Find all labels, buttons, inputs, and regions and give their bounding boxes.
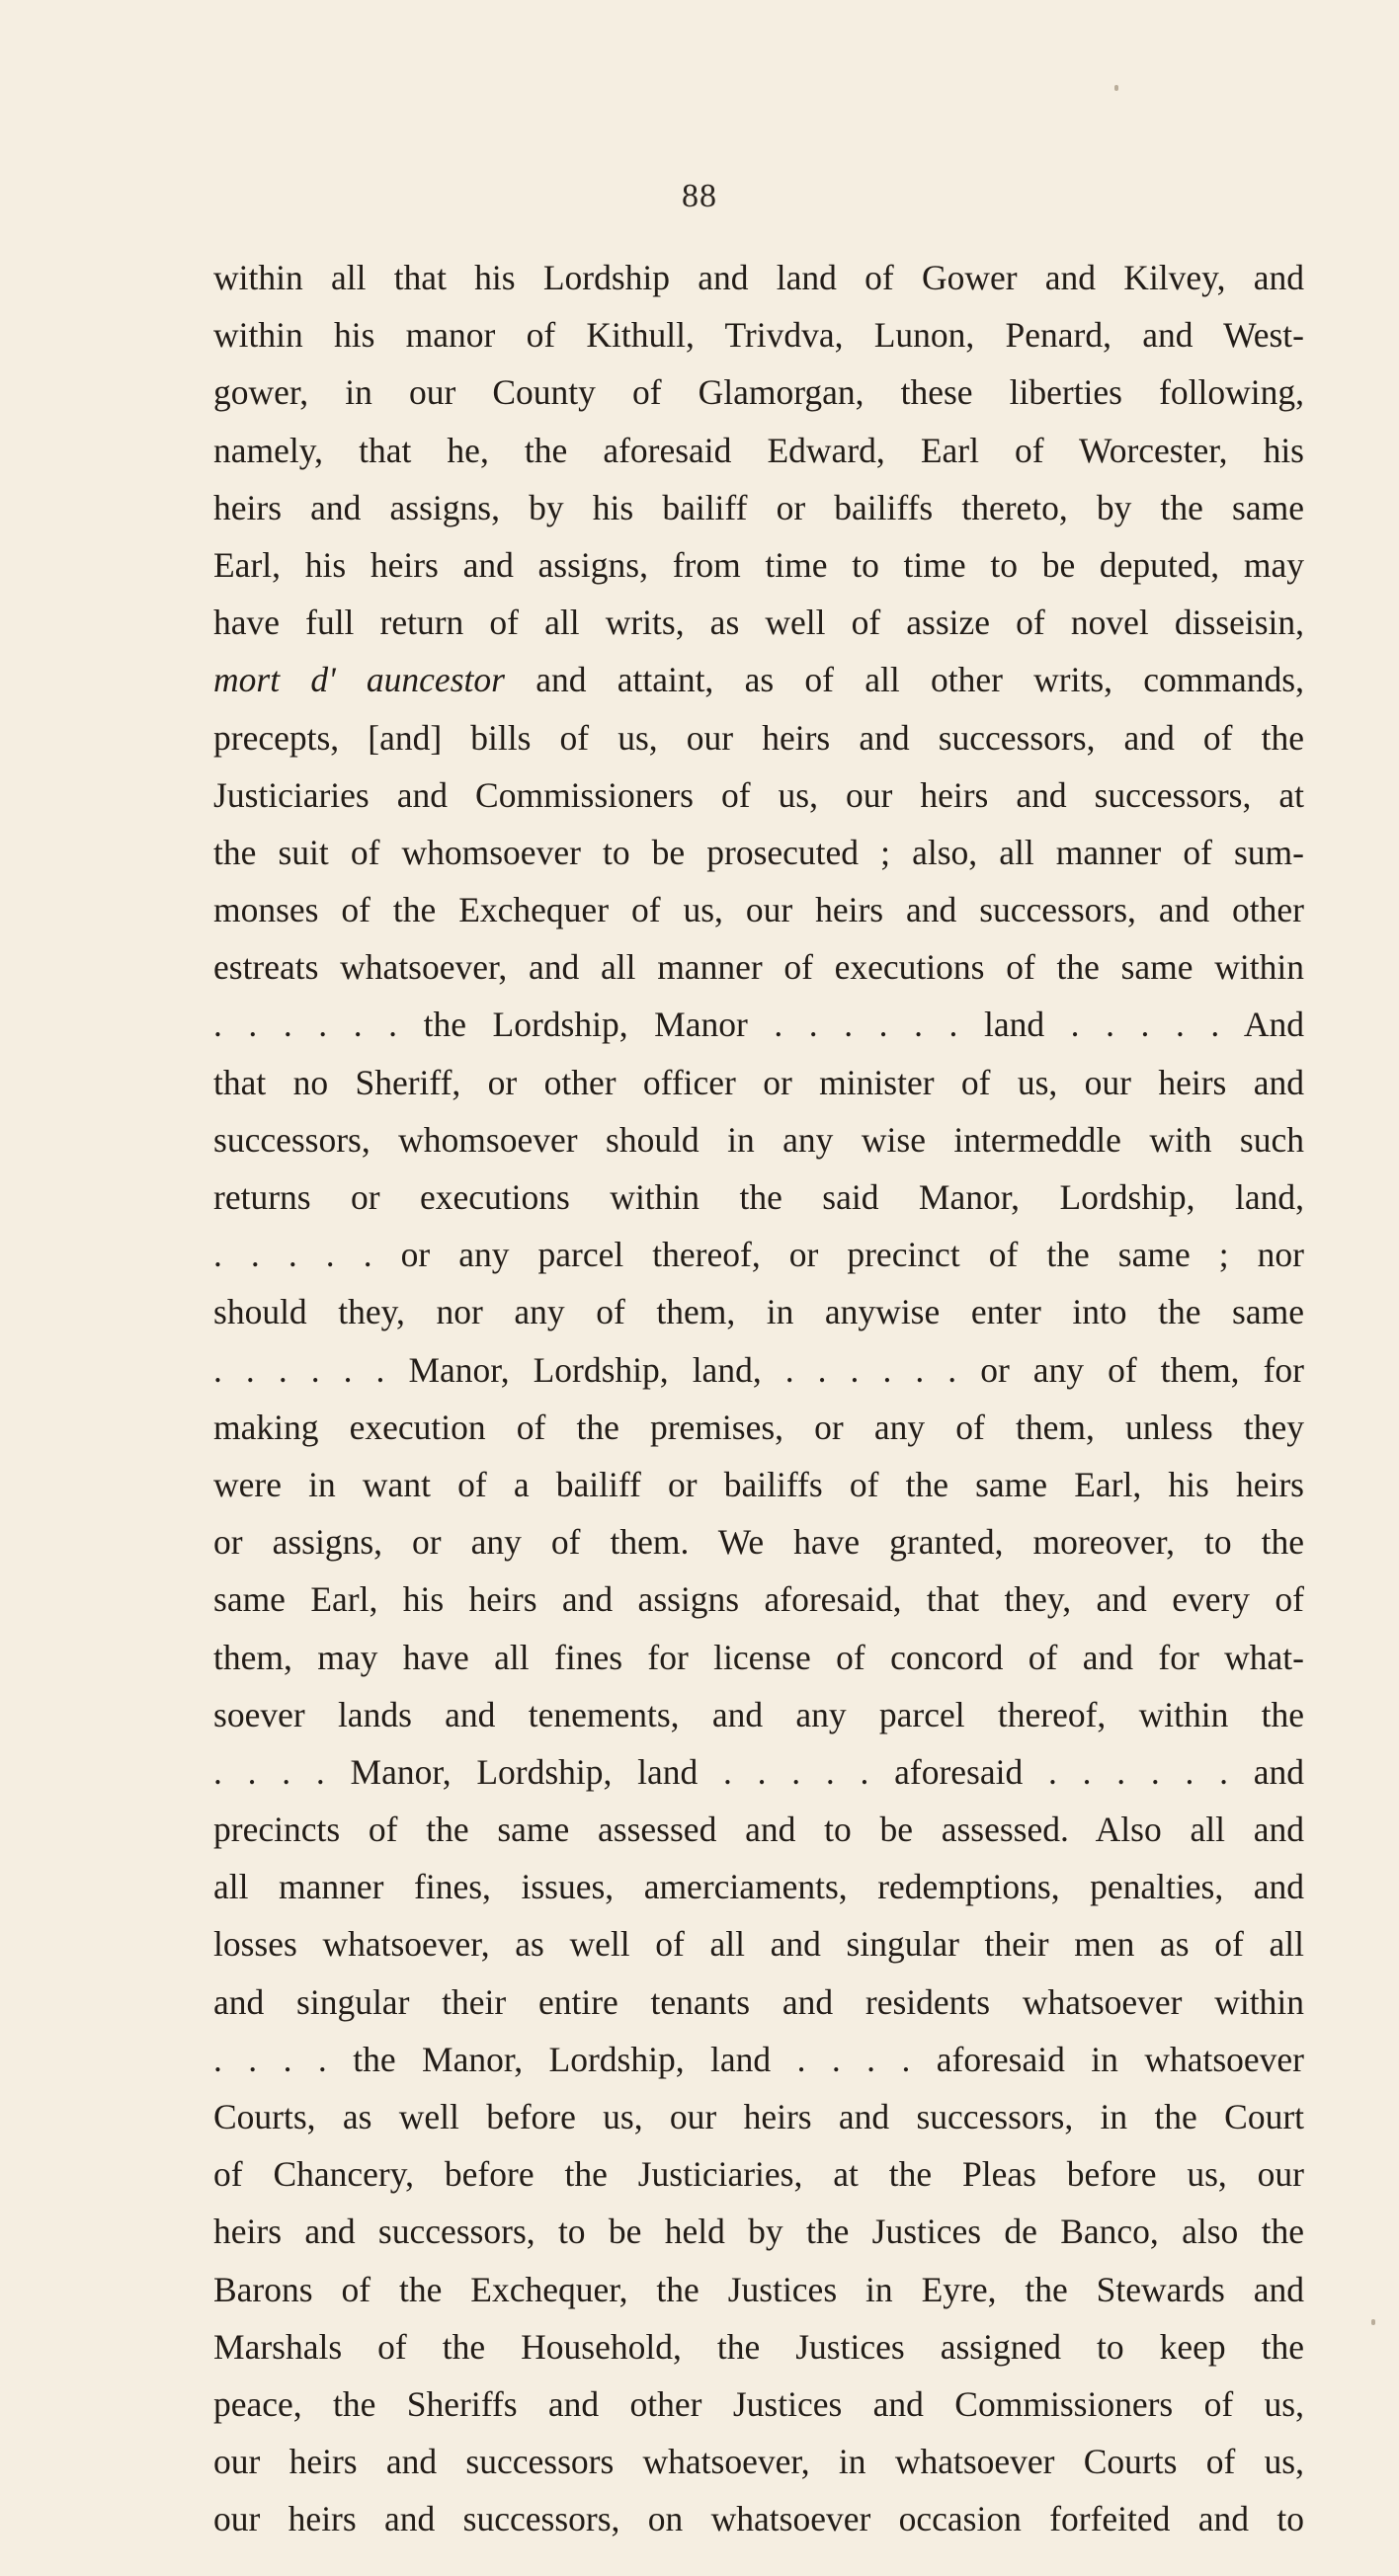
text-line: Barons of the Exchequer, the Justices in Eyre, the Stewards and: [213, 2269, 1304, 2309]
text-line: our heirs and successors, on whatsoever occasion forfeited and to: [213, 2499, 1304, 2539]
text-line: within his manor of Kithull, Trivdva, Lunon, Penard, and West-: [213, 315, 1304, 356]
text-line: . . . . . . the Lordship, Manor . . . . . . land . . . . . And: [213, 1005, 1304, 1045]
text-line: were in want of a bailiff or bailiffs of the same Earl, his heirs: [213, 1464, 1304, 1504]
text-line: losses whatsoever, as well of all and singular their men as of all: [213, 1924, 1304, 1965]
text-line: heirs and successors, to be held by the Justices de Banco, also the: [213, 2212, 1304, 2252]
text-line: monses of the Exchequer of us, our heirs and successors, and other: [213, 890, 1304, 930]
text-line: of Chancery, before the Justiciaries, at the Pleas before us, our: [213, 2154, 1304, 2195]
text-line: namely, that he, the aforesaid Edward, Earl of Worcester, his: [213, 430, 1304, 470]
text-line: . . . . Manor, Lordship, land . . . . . aforesaid . . . . . . and: [213, 1751, 1304, 1792]
text-line: successors, whomsoever should in any wise intermeddle with such: [213, 1119, 1304, 1160]
text-line: precepts, [and] bills of us, our heirs and successors, and of the: [213, 717, 1304, 758]
text-line: the suit of whomsoever to be prosecuted ; also, all manner of sum-: [213, 832, 1304, 872]
text-line: . . . . . or any parcel thereof, or precinct of the same ; nor: [213, 1235, 1304, 1275]
page-number: 88: [682, 178, 717, 214]
text-line: returns or executions within the said Manor, Lordship, land,: [213, 1177, 1304, 1217]
italic-phrase: mort d' auncestor: [213, 660, 505, 700]
text-line: estreats whatsoever, and all manner of executions of the same within: [213, 947, 1304, 988]
text-line: them, may have all fines for license of concord of and for what-: [213, 1637, 1304, 1677]
text-line: Marshals of the Household, the Justices assigned to keep the: [213, 2326, 1304, 2367]
text-line: . . . . . . Manor, Lordship, land, . . . . . . or any of them, for: [213, 1349, 1304, 1390]
text-line: or assigns, or any of them. We have granted, moreover, to the: [213, 1522, 1304, 1563]
paper-speck: [1371, 2319, 1375, 2325]
text-line: . . . . the Manor, Lordship, land . . . . aforesaid in whatsoever: [213, 2039, 1304, 2079]
text-line: heirs and assigns, by his bailiff or bailiffs thereto, by the same: [213, 487, 1304, 527]
text-line: peace, the Sheriffs and other Justices and Commissioners of us,: [213, 2383, 1304, 2424]
text-line: Justiciaries and Commissioners of us, our heirs and successors, at: [213, 774, 1304, 815]
paper-speck: [1114, 85, 1118, 91]
text-line: Earl, his heirs and assigns, from time to time to be deputed, may: [213, 544, 1304, 585]
text-line: our heirs and successors whatsoever, in whatsoever Courts of us,: [213, 2442, 1304, 2482]
text-line: precincts of the same assessed and to be assessed. Also all and: [213, 1810, 1304, 1850]
text-line: Courts, as well before us, our heirs and successors, in the Court: [213, 2097, 1304, 2136]
text-line: within all that his Lordship and land of Gower and Kilvey, and: [213, 258, 1304, 297]
text-line: same Earl, his heirs and assigns aforesaid, that they, and every of: [213, 1579, 1304, 1620]
text-line: soever lands and tenements, and any parcel thereof, within the: [213, 1694, 1304, 1734]
body-text: [213, 249, 1304, 2548]
text-line: should they, nor any of them, in anywise enter into the same: [213, 1292, 1304, 1332]
text-line: all manner fines, issues, amerciaments, redemptions, penalties, and: [213, 1867, 1304, 1907]
text-line: making execution of the premises, or any of them, unless they: [213, 1407, 1304, 1447]
text-line: gower, in our County of Glamorgan, these liberties following,: [213, 372, 1304, 413]
text-line: have full return of all writs, as well of assize of novel disseisin,: [213, 603, 1304, 643]
text-line: mort d' auncestor and attaint, as of all other writs, commands,: [213, 660, 1304, 700]
text-line: and singular their entire tenants and residents whatsoever within: [213, 1981, 1304, 2022]
text-line: that no Sheriff, or other officer or minister of us, our heirs and: [213, 1062, 1304, 1102]
